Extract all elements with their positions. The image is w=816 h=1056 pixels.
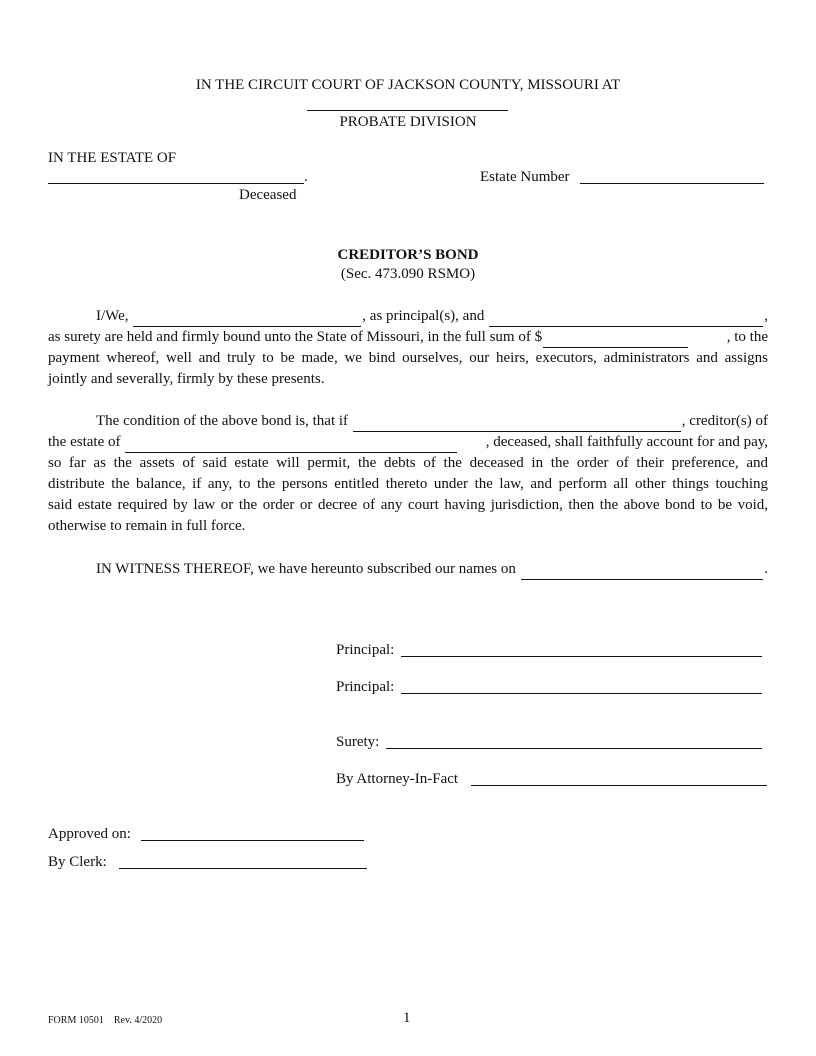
creditor-names-blank[interactable] — [353, 417, 681, 432]
witness-period: . — [764, 561, 768, 577]
as-principal-text: , as principal(s), and — [362, 308, 485, 324]
iwe-text: I/We, — [96, 308, 129, 324]
bond-line-4: jointly and severally, firmly by these presents. — [48, 371, 325, 387]
statute-reference: (Sec. 473.090 RSMO) — [340, 266, 476, 282]
witness-line — [48, 559, 768, 580]
bond-paragraph — [48, 306, 768, 390]
estate-name-period: . — [304, 169, 308, 185]
estate-of-text: the estate of — [48, 434, 121, 450]
bond-line-1 — [48, 306, 768, 327]
condition-line-6: otherwise to remain in full force. — [48, 518, 246, 534]
form-revision: Rev. 4/2020 — [113, 1015, 163, 1026]
page-number: 1 — [403, 1010, 411, 1026]
estate-number-label: Estate Number — [480, 169, 570, 185]
condition-line-2 — [48, 432, 768, 453]
approved-on-label: Approved on: — [48, 826, 131, 842]
witness-date-blank[interactable] — [521, 565, 764, 580]
form-title: CREDITOR’S BOND — [337, 247, 479, 263]
principal-names-blank[interactable] — [133, 312, 361, 327]
condition-line-1 — [48, 411, 768, 432]
comma-text: , — [764, 308, 768, 324]
court-heading: IN THE CIRCUIT COURT OF JACKSON COUNTY, MISSOURI AT — [195, 77, 621, 93]
deceased-account-text: , deceased, shall faithfully account for and pay, — [485, 434, 768, 450]
principal-1-signature-line[interactable] — [401, 656, 762, 657]
by-clerk-blank[interactable] — [119, 868, 367, 869]
bond-line-2 — [48, 327, 768, 348]
condition-text: The condition of the above bond is, that if — [96, 413, 349, 429]
by-clerk-label: By Clerk: — [48, 854, 107, 870]
estate-of-label: IN THE ESTATE OF — [48, 150, 177, 166]
county-blank-line[interactable] — [307, 110, 508, 111]
form-id: FORM 10501 — [48, 1015, 104, 1026]
condition-line-4: distribute the balance, if any, to the persons entitled thereto under the law, and perform all other things touching — [48, 476, 768, 492]
witness-paragraph — [48, 559, 768, 580]
condition-line-5: said estate required by law or the order or decree of any court having jurisdiction, then the above bond to be void, — [48, 497, 768, 513]
to-the-text: , to the — [726, 329, 768, 345]
witness-text: IN WITNESS THEREOF, we have hereunto subscribed our names on — [96, 561, 516, 577]
attorney-in-fact-label: By Attorney-In-Fact — [336, 771, 459, 787]
bond-amount-blank[interactable] — [543, 333, 688, 348]
principal-1-label: Principal: — [336, 642, 395, 658]
decedent-name-blank[interactable] — [125, 438, 457, 453]
division-heading: PROBATE DIVISION — [339, 114, 477, 130]
estate-name-blank[interactable] — [48, 183, 304, 184]
deceased-label: Deceased — [239, 187, 297, 203]
attorney-in-fact-signature-line[interactable] — [471, 785, 767, 786]
condition-paragraph — [48, 411, 768, 537]
principal-2-signature-line[interactable] — [401, 693, 762, 694]
principal-2-label: Principal: — [336, 679, 395, 695]
form-number — [48, 1015, 162, 1026]
surety-signature-line[interactable] — [386, 748, 762, 749]
surety-bound-text: as surety are held and firmly bound unto the State of Missouri, in the full sum of $ — [48, 329, 543, 345]
creditors-of-text: , creditor(s) of — [681, 413, 768, 429]
condition-line-3: so far as the assets of said estate will permit, the debts of the deceased in the order of their preference, and — [48, 455, 768, 471]
estate-number-blank[interactable] — [580, 183, 764, 184]
surety-label: Surety: — [336, 734, 380, 750]
surety-name-blank[interactable] — [489, 312, 763, 327]
bond-line-3: payment whereof, well and truly to be made, we bind ourselves, our heirs, executors, administrators and assigns — [48, 350, 768, 366]
approved-on-blank[interactable] — [141, 840, 364, 841]
